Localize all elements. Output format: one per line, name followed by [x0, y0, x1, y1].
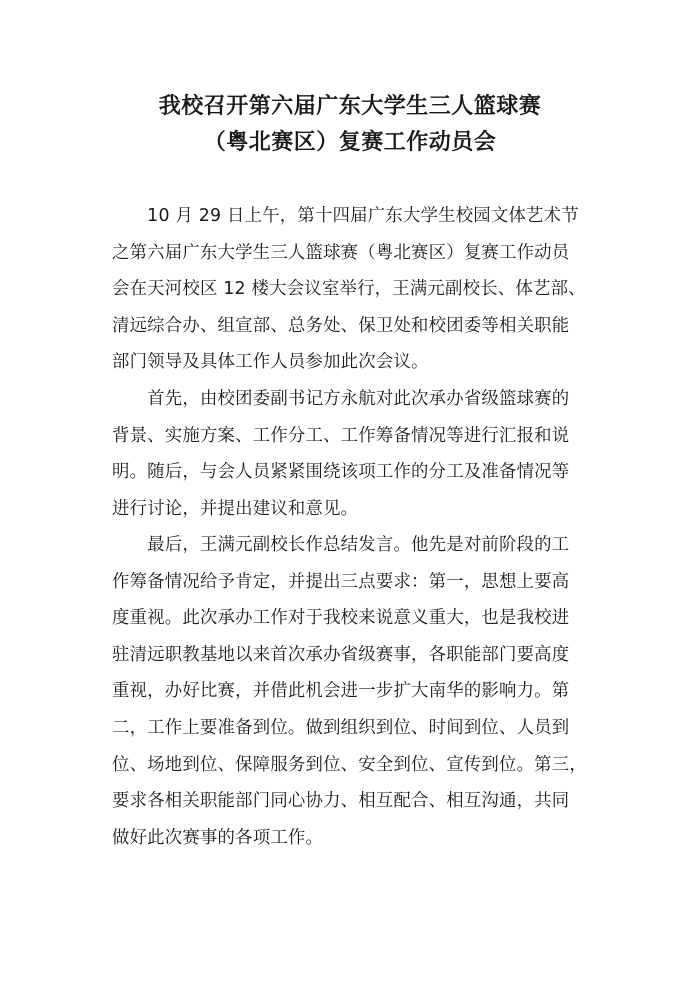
- paragraph-line: 二，工作上要准备到位。做到组织到位、时间到位、人员到: [112, 717, 570, 738]
- paragraph-line: 做好此次赛事的各项工作。: [112, 827, 324, 848]
- document-title-line-1: 我校召开第六届广东大学生三人篮球赛: [158, 93, 542, 119]
- paragraph-line: 首先，由校团委副书记方永航对此次承办省级篮球赛的: [112, 389, 570, 409]
- paragraph-line: 明。随后，与会人员紧紧围绕该项工作的分工及准备情况等: [112, 462, 570, 483]
- paragraph-line: 部门领导及具体工作人员参加此次会议。: [112, 352, 429, 373]
- paragraph-line: 会在天河校区 12 楼大会议室举行，王满元副校长、体艺部、: [112, 279, 586, 300]
- paragraph-line: 进行讨论，并提出建议和意见。: [112, 498, 359, 519]
- paragraph-line: 驻清远职教基地以来首次承办省级赛事，各职能部门要高度: [112, 644, 570, 665]
- paragraph-line: 度重视。此次承办工作对于我校来说意义重大，也是我校进: [112, 608, 570, 629]
- paragraph-line: 最后，王满元副校长作总结发言。他先是对前阶段的工: [112, 535, 570, 555]
- paragraph-line: 10 月 29 日上午，第十四届广东大学生校园文体艺术节: [112, 206, 579, 226]
- paragraph-line: 重视，办好比赛，并借此机会进一步扩大南华的影响力。第: [112, 681, 570, 702]
- paragraph-line: 背景、实施方案、工作分工、工作筹备情况等进行汇报和说: [112, 425, 570, 446]
- paragraph-2: [112, 381, 598, 527]
- paragraph-line: 之第六届广东大学生三人篮球赛（粤北赛区）复赛工作动员: [112, 242, 570, 263]
- paragraph-line: 要求各相关职能部门同心协力、相互配合、相互沟通，共同: [112, 791, 570, 812]
- paragraph-line: 位、场地到位、保障服务到位、安全到位、宣传到位。第三，: [112, 754, 587, 775]
- paragraph-line: 作筹备情况给予肯定，并提出三点要求：第一，思想上要高: [112, 571, 570, 592]
- paragraph-line: 清远综合办、组宣部、总务处、保卫处和校团委等相关职能: [112, 315, 570, 336]
- paragraph-3: [112, 527, 598, 856]
- paragraph-1: [112, 198, 598, 381]
- document-title-line-2: （粤北赛区）复赛工作动员会: [203, 129, 497, 155]
